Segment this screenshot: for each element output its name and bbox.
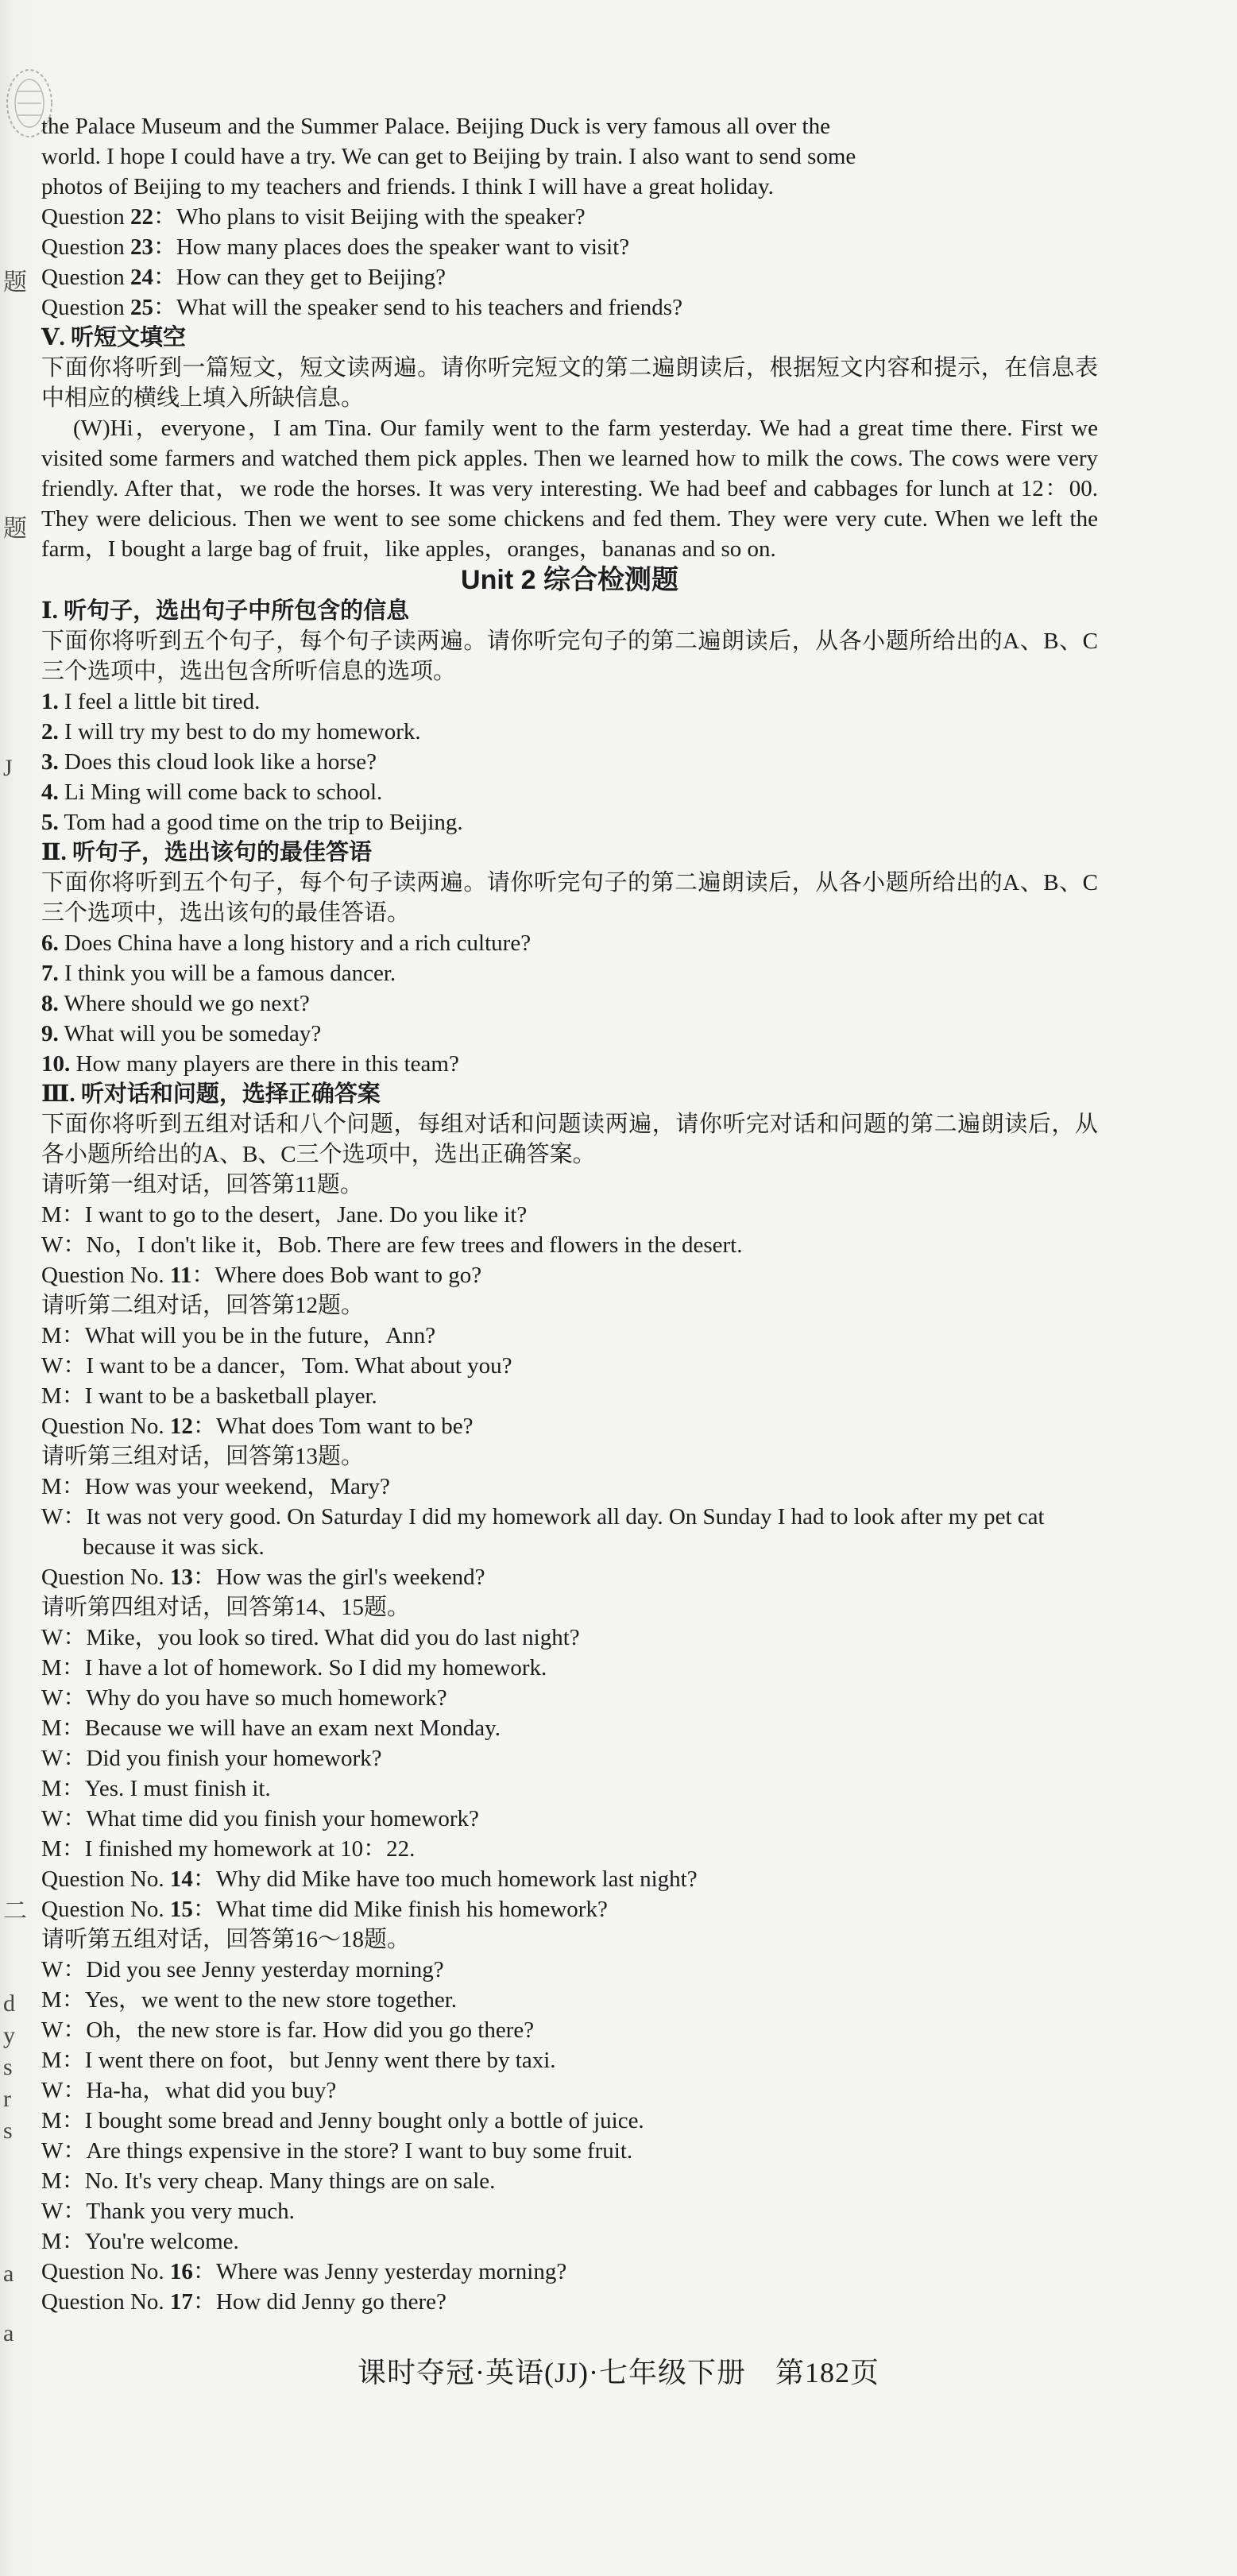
dialogue-line: 请听第三组对话，回答第13题。 [41,1444,365,1469]
dialogue-line: M：I want to be a basketball player. [41,1383,377,1409]
margin-glyph: s [3,2054,13,2080]
numbered-item: 5. Tom had a good time on the trip to Beijing. [41,810,463,835]
section-heading: Ⅴ. 听短文填空 [41,325,187,350]
dialogue-line: W：No，I don't like it，Bob. There are few trees and flowers in the desert. [41,1232,743,1258]
page-footer: 课时夺冠·英语(JJ)·七年级下册 第182页 [358,2357,879,2388]
dialogue-line: W：It was not very good. On Saturday I did my homework all day. On Sunday I had to look after my pet cat because it was sick. [41,1504,1045,1560]
question-line: Question 24：How can they get to Beijing? [41,265,446,290]
margin-glyph: 二 [3,1898,27,1924]
margin-glyph: 题 [3,516,27,542]
question-line: Question No. 12：What does Tom want to be? [41,1414,474,1439]
margin-glyph: J [3,755,13,781]
numbered-item: 2. I will try my best to do my homework. [41,719,421,745]
question-line: Question 23：How many places does the speaker want to visit? [41,234,630,260]
dialogue-line: M：No. It's very cheap. Many things are on sale. [41,2168,496,2194]
margin-glyph: a [3,2320,14,2346]
dialogue-line: W：Thank you very much. [41,2199,295,2224]
numbered-item: 6. Does China have a long history and a rich culture? [41,930,532,956]
dialogue-block [41,1170,1098,2317]
margin-glyph: 题 [3,269,27,296]
passage-line: photos of Beijing to my teachers and friends. I think I will have a great holiday. [41,174,774,199]
section-instruction: 下面你将听到五组对话和八个问题，每组对话和问题读两遍，请你听完对话和问题的第二遍朗读后，从各小题所给出的A、B、C三个选项中，选出正确答案。 [41,1112,1098,1167]
margin-glyph: a [3,2261,14,2287]
dialogue-line: 请听第一组对话，回答第11题。 [41,1172,363,1197]
dialogue-line: M：I bought some bread and Jenny bought only a bottle of juice. [41,2108,644,2133]
numbered-item: 1. I feel a little bit tired. [41,689,261,714]
section-instruction: 下面你将听到五个句子，每个句子读两遍。请你听完句子的第二遍朗读后，从各小题所给出的A、B、C三个选项中，选出包含所听信息的选项。 [41,629,1098,684]
question-line: Question No. 16：Where was Jenny yesterday morning? [41,2259,567,2284]
question-line: Question 22：Who plans to visit Beijing with the speaker? [41,204,586,230]
numbered-item: 3. Does this cloud look like a horse? [41,749,377,775]
dialogue-line: M：How was your weekend，Mary? [41,1474,390,1499]
question-line: Question No. 11：Where does Bob want to go? [41,1263,482,1288]
section-heading: Ⅱ. 听句子，选出该句的最佳答语 [41,840,372,865]
numbered-item: 8. Where should we go next? [41,991,310,1016]
dialogue-line: 请听第五组对话，回答第16～18题。 [41,1927,411,1952]
section-instruction: 下面你将听到一篇短文，短文读两遍。请你听完短文的第二遍朗读后，根据短文内容和提示，在信息表中相应的横线上填入所缺信息。 [41,355,1098,411]
dialogue-line: M：I finished my homework at 10：22. [41,1836,416,1862]
question-line: Question No. 17：How did Jenny go there? [41,2289,446,2315]
dialogue-line: 请听第四组对话，回答第14、15题。 [41,1595,411,1620]
page-content [41,111,1098,2317]
unit-title: Unit 2 综合检测题 [461,565,678,595]
dialogue-line: W：Why do you have so much homework? [41,1685,447,1711]
dialogue-line: W：Are things expensive in the store? I want to buy some fruit. [41,2138,633,2164]
section-heading: Ⅲ. 听对话和问题，选择正确答案 [41,1081,381,1107]
listening-passage: (W)Hi，everyone，I am Tina. Our family went to the farm yesterday. We had a great time there. First we visited some farmers and watched them pick apples. Then we learned how to milk the cows. The cows were very friendly. After that，we rode the horses. It was very interesting. We had beef and cabbages for lunch at 12：00. They were delicious. Then we went to see some chickens and fed them. They were very cute. When we left the farm，I bought a large bag of fruit，like apples，oranges，bananas and so on. [41,416,1098,562]
dialogue-line: W：Ha-ha，what did you buy? [41,2078,337,2103]
margin-glyph: s [3,2118,13,2144]
margin-glyph: y [3,2022,15,2048]
numbered-item: 10. How many players are there in this team? [41,1051,459,1077]
numbered-item: 9. What will you be someday? [41,1021,322,1046]
dialogue-line: M：What will you be in the future，Ann? [41,1323,436,1348]
dialogue-line: M：I went there on foot，but Jenny went there by taxi. [41,2048,556,2073]
dialogue-line: 请听第二组对话，回答第12题。 [41,1293,365,1318]
dialogue-line: W：Did you finish your homework? [41,1746,382,1771]
section-heading: Ⅰ. 听句子，选出句子中所包含的信息 [41,598,410,624]
question-line: Question No. 13：How was the girl's weekend? [41,1565,485,1590]
margin-glyph: r [3,2086,11,2112]
dialogue-line: M：Yes，we went to the new store together. [41,1987,458,2013]
numbered-item: 7. I think you will be a famous dancer. [41,961,396,986]
passage-line: the Palace Museum and the Summer Palace. Beijing Duck is very famous all over the [41,114,830,139]
left-margin-fragments [0,0,27,2576]
margin-glyph: d [3,1990,15,2017]
question-line: Question No. 15：What time did Mike finish his homework? [41,1897,608,1922]
section-instruction: 下面你将听到五个句子，每个句子读两遍。请你听完句子的第二遍朗读后，从各小题所给出的A、B、C三个选项中，选出该句的最佳答语。 [41,870,1098,926]
numbered-item: 4. Li Ming will come back to school. [41,779,383,805]
dialogue-line: W：What time did you finish your homework? [41,1806,479,1831]
dialogue-line: M：Yes. I must finish it. [41,1776,271,1801]
question-line: Question No. 14：Why did Mike have too much homework last night? [41,1866,698,1892]
dialogue-line: W：Did you see Jenny yesterday morning? [41,1957,444,1982]
question-line: Question 25：What will the speaker send to his teachers and friends? [41,295,682,320]
dialogue-line: M：I have a lot of homework. So I did my homework. [41,1655,547,1681]
dialogue-line: W：Oh，the new store is far. How did you go there? [41,2017,535,2043]
dialogue-line: W：I want to be a dancer，Tom. What about you? [41,1353,512,1379]
passage-line: world. I hope I could have a try. We can get to Beijing by train. I also want to send some [41,144,856,169]
dialogue-line: M：Because we will have an exam next Monday. [41,1715,501,1741]
dialogue-line: M：You're welcome. [41,2229,239,2254]
dialogue-line: M：I want to go to the desert，Jane. Do you like it? [41,1202,528,1228]
dialogue-line: W：Mike，you look so tired. What did you do last night? [41,1625,580,1650]
